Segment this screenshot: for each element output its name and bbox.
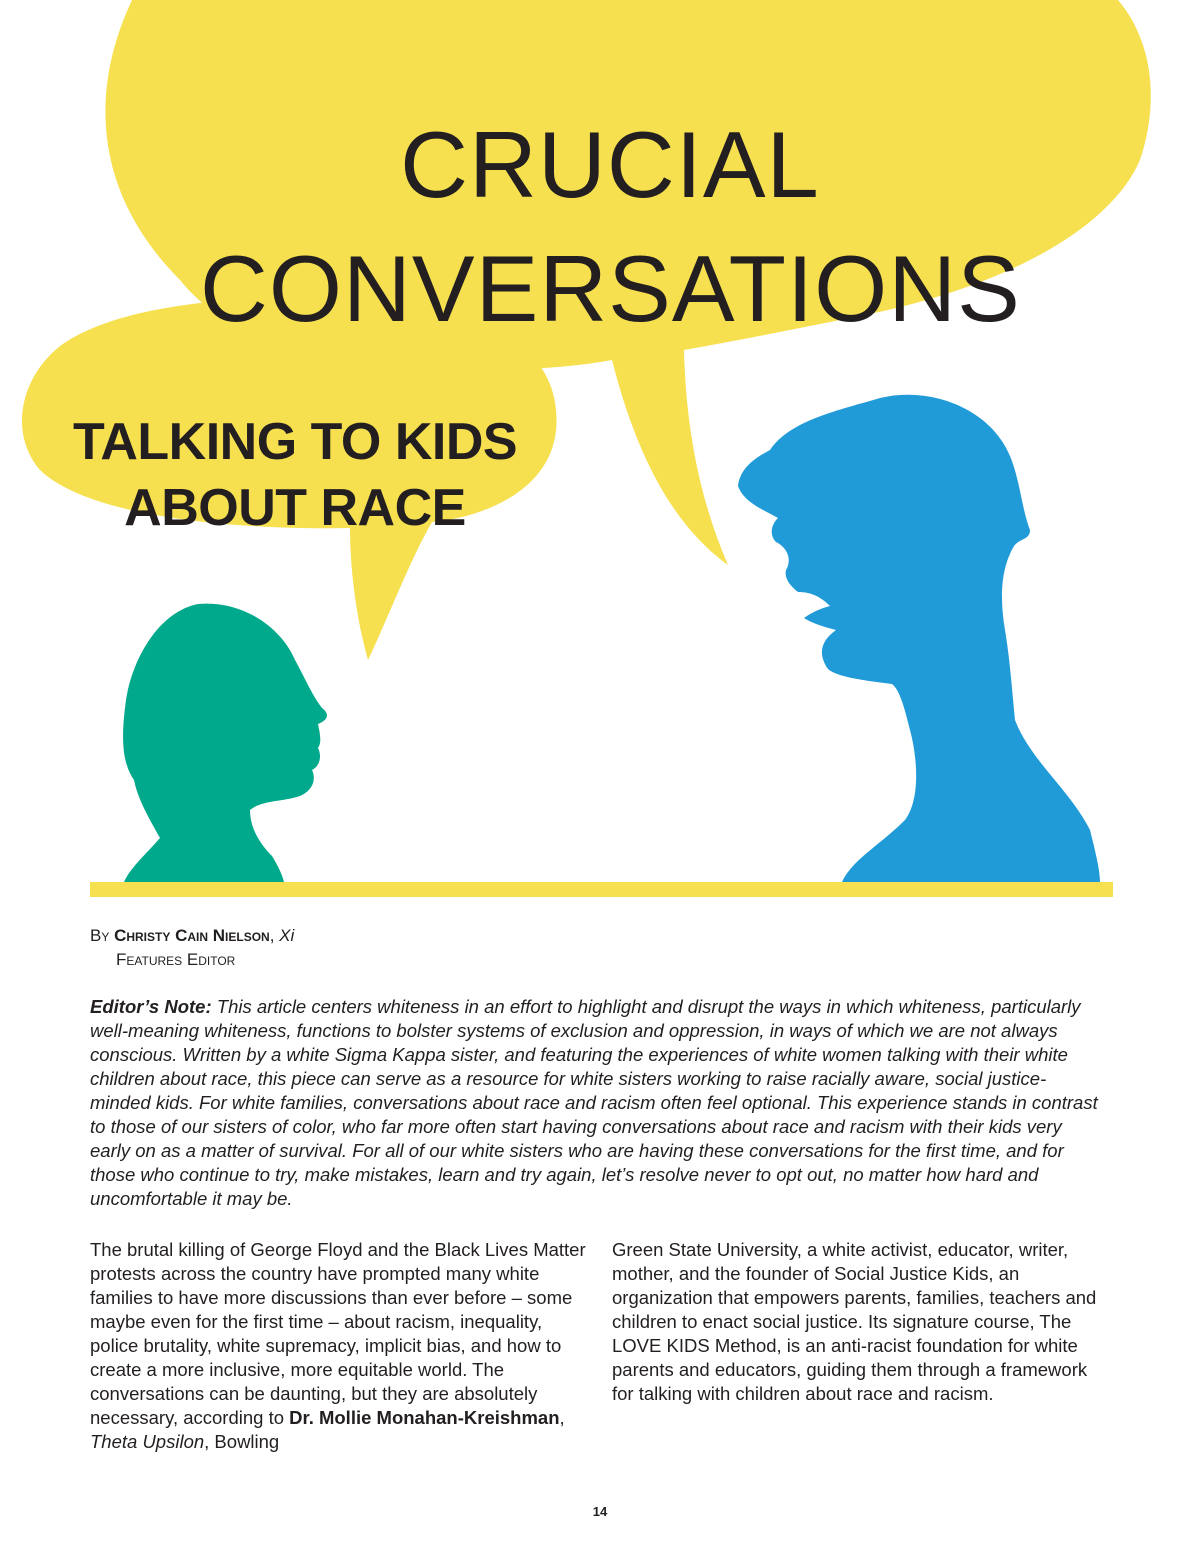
byline-author: Christy Cain Nielson <box>114 926 270 945</box>
page-subtitle <box>60 409 530 541</box>
editors-note-label: Editor’s Note: <box>90 996 212 1017</box>
adult-silhouette <box>738 395 1100 882</box>
title-line-1: CRUCIAL <box>400 111 820 217</box>
byline: By Christy Cain Nielson, Xi Features Editor <box>90 924 294 972</box>
editors-note <box>90 995 1100 1211</box>
byline-by: By <box>90 926 110 945</box>
editors-note-text: This article centers whiteness in an effort to highlight and disrupt the ways in which whiteness, particularly well-meaning whiteness, functions to bolster systems of exclusion and oppression, in ways of which we are not always conscious. Written by a white Sigma Kappa sister, and featuring the experiences of white women talking with their white children about race, this piece can serve as a resource for white sisters working to raise racially aware, social justice-minded kids. For white families, conversations about race and racism often feel optional. This experience stands in contrast to those of our sisters of color, who far more often start having conversations about race and racism with their kids very early on as a matter of survival. For all of our white sisters who are having these conversations for the first time, and for those who continue to try, make mistakes, learn and try again, let’s resolve never to opt out, no matter how hard and uncomfortable it may be. <box>90 996 1098 1209</box>
child-silhouette <box>123 604 327 882</box>
subtitle-line-1: TALKING TO KIDS <box>72 413 518 472</box>
page-title <box>200 103 1020 351</box>
byline-chapter: Xi <box>279 926 295 945</box>
body-col1-text: The brutal killing of George Floyd and the Black Lives Matter protests across the country have prompted many white families to have more discussions than ever before – some maybe even for the first time – about racism, inequality, police brutality, white supremacy, implicit bias, and how to create a more inclusive, more equitable world. The conversations can be daunting, but they are absolutely necessary, according to <box>90 1239 586 1428</box>
title-line-2: CONVERSATIONS <box>200 235 1021 341</box>
body-column-2 <box>612 1238 1102 1406</box>
yellow-divider <box>90 882 1113 897</box>
byline-role: Features Editor <box>116 950 236 969</box>
page-number: 14 <box>592 1504 608 1519</box>
expert-chapter: Theta Upsilon <box>90 1431 205 1452</box>
body-column-1: The brutal killing of George Floyd and the Black Lives Matter protests across the country have prompted many white families to have more discussions than ever before – some maybe even for the first time – about racism, inequality, police brutality, white supremacy, implicit bias, and how to create a more inclusive, more equitable world. The conversations can be daunting, but they are absolutely necessary, according to Dr. Mollie Monahan-Kreishman, Theta Upsilon, Bowling <box>90 1239 586 1452</box>
expert-name: Dr. Mollie Monahan-Kreishman <box>289 1407 560 1428</box>
body-col1-tail: , Bowling <box>204 1431 280 1452</box>
body-col2-text: Green State University, a white activist, educator, writer, mother, and the founder of Social Justice Kids, an organization that empowers parents, families, teachers and children to enact social justice. Its signature course, The LOVE KIDS Method, is an anti-racist foundation for white parents and educators, guiding them through a framework for talking with children about race and racism. <box>612 1239 1097 1404</box>
subtitle-line-2: ABOUT RACE <box>124 479 466 538</box>
